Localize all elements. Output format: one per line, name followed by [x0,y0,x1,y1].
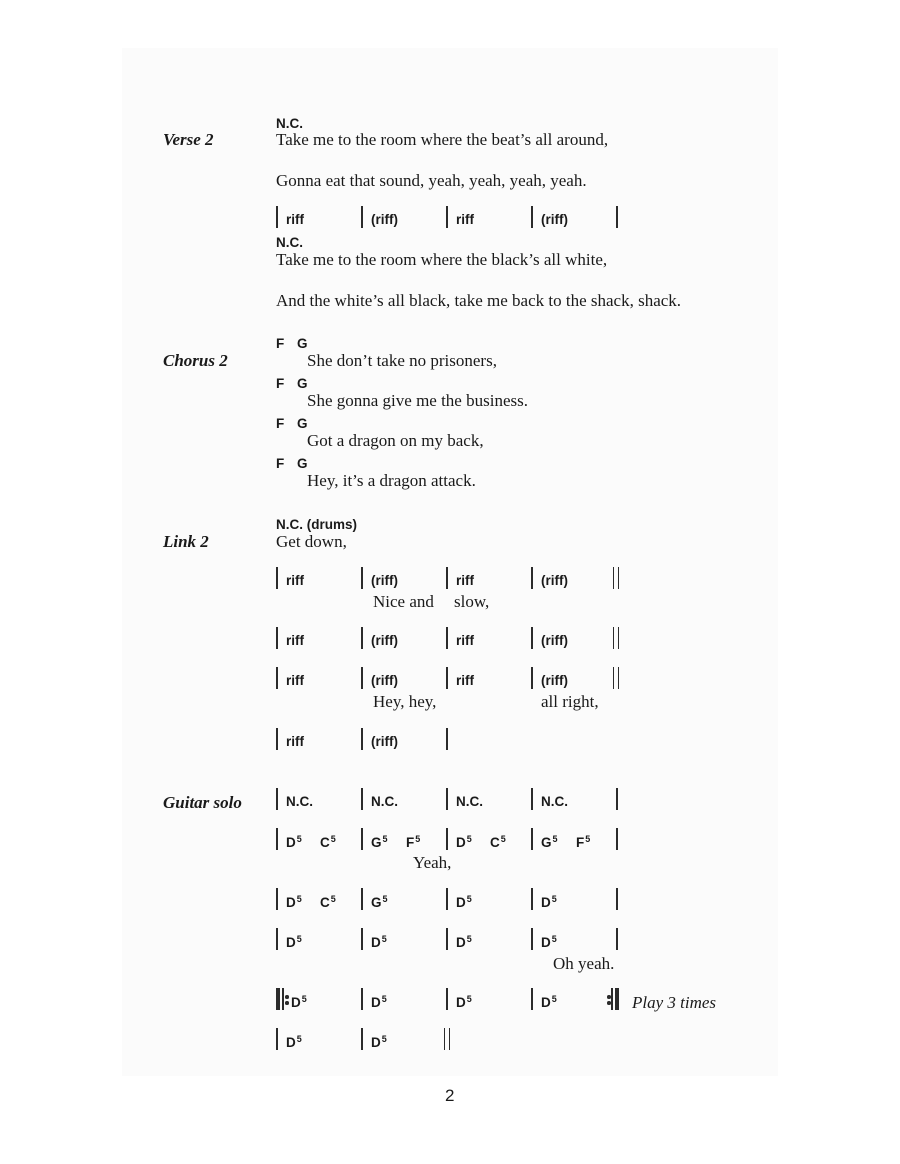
lyric-fragment: Hey, hey, [373,692,437,711]
double-barline [613,667,619,689]
chord-g5: $G^5$ [371,834,388,850]
riff-chord: riff [286,633,304,648]
chord-g: G [297,376,308,391]
barline [531,928,533,950]
riff-chord: (riff) [371,673,398,688]
lyric-fragment: Yeah, [413,853,452,872]
barline [361,888,363,910]
chord-g5: $G^5$ [371,894,388,910]
repeat-end-sign [607,988,619,1010]
chord-f: F [276,336,285,351]
repeat-dot [285,995,289,999]
barline [361,567,363,589]
chord-d5: $D^5$ [286,1034,302,1050]
barline [276,728,278,750]
barline [276,206,278,228]
section-label-verse-2: Verse 2 [163,130,214,149]
barline [361,667,363,689]
riff-chord: (riff) [541,212,568,227]
repeat-thick-line [615,988,619,1010]
lyric-fragment: slow, [454,592,490,611]
barline [361,627,363,649]
barline [531,627,533,649]
barline [361,988,363,1010]
no-chord-marker: N.C. [276,235,303,250]
barline [361,206,363,228]
lyric-fragment: Oh yeah. [553,954,615,973]
page-number: 2 [445,1086,455,1105]
chord-d5: $D^5$ [371,994,387,1010]
page-sheet [122,48,778,1076]
chord-c5: $C^5$ [320,834,336,850]
riff-chord: riff [456,573,474,588]
chord-d5: $D^5$ [286,894,302,910]
barline [446,888,448,910]
riff-chord: riff [286,673,304,688]
barline [446,828,448,850]
barline [276,667,278,689]
barline [276,627,278,649]
barline [361,728,363,750]
barline [531,888,533,910]
barline [531,828,533,850]
cue-marker: N.C. (drums) [276,517,357,532]
chord-d5: $D^5$ [456,894,472,910]
barline [276,788,278,810]
barline [361,788,363,810]
chord-g: G [297,456,308,471]
lyric-fragment: all right, [541,692,599,711]
chord-d5: $D^5$ [456,834,472,850]
no-chord-marker: N.C. [371,794,398,809]
section-label-guitar-solo: Guitar solo [163,793,242,812]
lyric-line: Get down, [276,532,347,551]
repeat-start-sign [276,988,288,1010]
riff-chord: riff [456,212,474,227]
chord-d5: $D^5$ [541,994,557,1010]
riff-chord: riff [286,212,304,227]
chord-c5: $C^5$ [320,894,336,910]
chord-f5: $F^5$ [406,834,421,850]
barline [276,1028,278,1050]
chord-d5: $D^5$ [291,994,307,1010]
barline [616,828,618,850]
barline [361,928,363,950]
barline [531,567,533,589]
chord-d5: $D^5$ [371,934,387,950]
barline [361,1028,363,1050]
chord-d5: $D^5$ [286,934,302,950]
chord-c5: $C^5$ [490,834,506,850]
lyric-line: Hey, it’s a dragon attack. [307,471,476,490]
chord-d5: $D^5$ [371,1034,387,1050]
barline [276,888,278,910]
no-chord-marker: N.C. [286,794,313,809]
chord-f: F [276,416,285,431]
lyric-fragment: Nice and [373,592,434,611]
riff-chord: riff [456,673,474,688]
repeat-dot [607,995,611,999]
section-label-link-2: Link 2 [163,532,209,551]
repeat-thin-line [282,988,284,1010]
repeat-dot [285,1001,289,1005]
riff-chord: riff [286,734,304,749]
chord-d5: $D^5$ [286,834,302,850]
chord-f: F [276,376,285,391]
repeat-instruction: Play 3 times [632,993,717,1012]
barline [531,206,533,228]
lyric-line: Gonna eat that sound, yeah, yeah, yeah, yeah. [276,171,587,190]
lyric-line: She don’t take no prisoners, [307,351,497,370]
repeat-thin-line [611,988,613,1010]
section-label-chorus-2: Chorus 2 [163,351,228,370]
no-chord-marker: N.C. [456,794,483,809]
lyric-line: Got a dragon on my back, [307,431,484,450]
barline [276,928,278,950]
riff-chord: (riff) [541,633,568,648]
barline [531,667,533,689]
chord-d5: $D^5$ [541,934,557,950]
double-barline [444,1028,450,1050]
riff-chord: (riff) [371,633,398,648]
chord-g: G [297,336,308,351]
riff-chord: riff [286,573,304,588]
chord-f: F [276,456,285,471]
double-barline [613,567,619,589]
riff-chord: (riff) [371,212,398,227]
barline [531,788,533,810]
lyric-line: Take me to the room where the black’s all white, [276,250,608,269]
lyric-line: She gonna give me the business. [307,391,528,410]
barline [616,788,618,810]
chord-d5: $D^5$ [456,934,472,950]
riff-chord: (riff) [371,573,398,588]
chord-g5: $G^5$ [541,834,558,850]
barline [446,567,448,589]
barline [616,928,618,950]
riff-chord: (riff) [541,573,568,588]
no-chord-marker: N.C. [276,116,303,131]
barline [616,888,618,910]
barline [531,988,533,1010]
chord-g: G [297,416,308,431]
repeat-dot [607,1001,611,1005]
barline [446,667,448,689]
barline [276,828,278,850]
barline [446,928,448,950]
barline [361,828,363,850]
chord-d5: $D^5$ [456,994,472,1010]
no-chord-marker: N.C. [541,794,568,809]
lyric-line: And the white’s all black, take me back to the shack, shack. [276,291,682,310]
barline [276,567,278,589]
repeat-thick-line [276,988,280,1010]
barline [446,988,448,1010]
chord-f5: $F^5$ [576,834,591,850]
barline [446,728,448,750]
barline [446,788,448,810]
barline [446,206,448,228]
barline [446,627,448,649]
lyric-line: Take me to the room where the beat’s all around, [276,130,609,149]
riff-chord: (riff) [541,673,568,688]
chord-d5: $D^5$ [541,894,557,910]
riff-chord: riff [456,633,474,648]
double-barline [613,627,619,649]
riff-chord: (riff) [371,734,398,749]
barline [616,206,618,228]
